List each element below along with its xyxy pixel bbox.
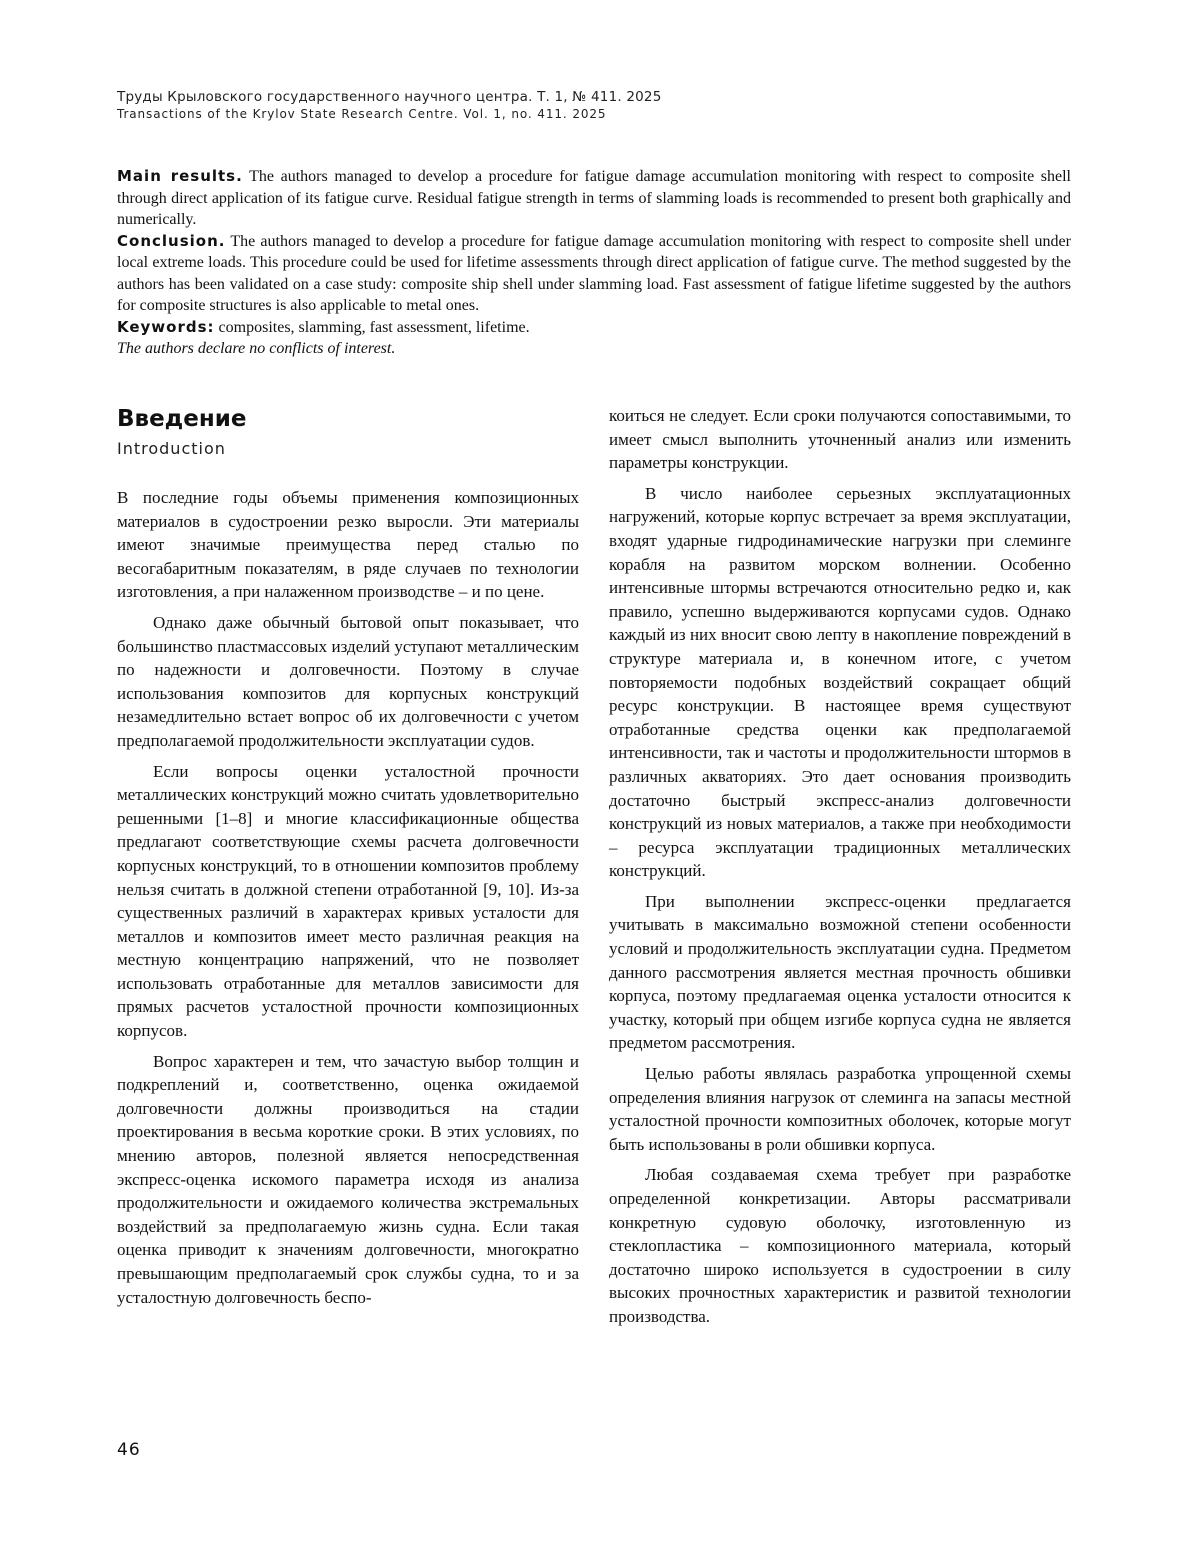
section-title: Введение [117, 406, 247, 432]
conflict-declaration: The authors declare no conflicts of interest. [117, 340, 396, 357]
body-paragraph: При выполнении экспресс-оценки предлагается учитывать в максимально возможной степени особенности условий и продолжительность эксплуатации судна. Предметом данного рассмотрения является местная прочность обшивки корпуса, поэтому предлагаемая оценка усталости относится к участку, который при общем изгибе корпуса судна не является предметом рассмотрения. [609, 891, 1071, 1053]
main-results-text: The authors managed to develop a procedure for fatigue damage accumulation monitoring with respect to composite shell through direct application of its fatigue curve. Residual fatigue strength in terms of slamming loads is recommended to present both graphically and numerically. [117, 168, 1071, 228]
body-paragraph: В последние годы объемы применения композиционных материалов в судостроении резко выросли. Эти материалы имеют значимые преимущества перед сталью по весогабаритным показателям, в ряде случаев по технологии изготовления, а при налаженном производстве – и по цене. [117, 488, 579, 602]
conclusion-text: The authors managed to develop a procedure for fatigue damage accumulation monitoring with respect to composite shell under local extreme loads. This procedure could be used for lifetime assessments through direct application of fatigue curve. The method suggested by the authors has been validated on a case study: composite ship shell under slamming load. Fast assessment of fatigue lifetime suggested by the authors for composite structures is also applicable to metal ones. [117, 232, 1071, 314]
body-paragraph: Вопрос характерен и тем, что зачастую выбор толщин и подкреплений и, соответственно, оценка ожидаемой долговечности должны производиться на стадии проектирования в весьма короткие сроки. В этих условиях, по мнению авторов, полезной является непосредственная экспресс-оценка искомого параметра исходя из анализа продолжительности и ожидаемого количества экстремальных воздействий за предполагаемую жизнь судна. Если такая оценка приводит к значениям долговечности, многократно превышающим предполагаемый срок службы судна, то и за усталостную долговечность беспо- [117, 1051, 579, 1307]
keywords-text: composites, slamming, fast assessment, lifetime. [218, 318, 530, 336]
right-column [609, 404, 1071, 1329]
body-paragraph: коиться не следует. Если сроки получаются сопоставимыми, то имеет смысл выполнить уточненный анализ или изменить параметры конструкции. [609, 406, 1071, 473]
journal-title-en: Transactions of the Krylov State Research Centre. Vol. 1, no. 411. 2025 [117, 107, 607, 121]
conclusion-label: Conclusion. [117, 231, 226, 250]
body-paragraph: Любая создаваемая схема требует при разработке определенной конкретизации. Авторы рассматривали конкретную судовую оболочку, изготовленную из стеклопластика – композиционного материала, который достаточно широко используется в судостроении в силу высоких прочностных характеристик и развитой технологии производства. [609, 1165, 1071, 1326]
section-subtitle: Introduction [117, 439, 226, 458]
abstract [117, 166, 1071, 360]
keywords-label: Keywords: [117, 317, 215, 336]
body-paragraph: Если вопросы оценки усталостной прочности металлических конструкций можно считать удовлетворительно решенными [1–8] и многие классификационные общества предлагают соответствующие схемы расчета долговечности корпусных конструкций, то в отношении композитов проблему нельзя считать в должной степени отработанной [9, 10]. Из-за существенных различий в характерах кривых усталости для металлов и композитов имеет место различная реакция на местную концентрацию напряжений, что не позволяет использовать отработанные для металлов зависимости для прямых расчетов усталостной прочности композиционных корпусов. [117, 761, 579, 1041]
body-paragraph: В число наиболее серьезных эксплуатационных нагружений, которые корпус встречает за время эксплуатации, входят ударные гидродинамические нагрузки при слеминге корабля на развитом морском волнении. Особенно интенсивные штормы встречаются относительно редко и, как правило, успешно выдерживаются корпусами судов. Однако каждый из них вносит свою лепту в накопление повреждений в структуре материала и, в конечном итоге, с учетом повторяемости подобных воздействий сокращает общий ресурс конструкции. В настоящее время существуют отработанные средства оценки как предполагаемой интенсивности, так и частоты и продолжительности штормов в различных акваториях. Это дает основания производить достаточно быстрый экспресс-анализ долговечности конструкций из новых материалов, а также при необходимости – ресурса эксплуатации традиционных металлических конструкций. [609, 483, 1071, 881]
journal-title-ru: Труды Крыловского государственного научного центра. Т. 1, № 411. 2025 [117, 89, 662, 105]
page-number: 46 [117, 1440, 141, 1460]
body-paragraph: Однако даже обычный бытовой опыт показывает, что большинство пластмассовых изделий уступают металлическим по надежности и долговечности. Поэтому в случае использования композитов для корпусных конструкций незамедлительно встает вопрос об их долговечности с учетом предполагаемой продолжительности эксплуатации судов. [117, 612, 579, 750]
main-results-label: Main results. [117, 167, 243, 185]
main-results-paragraph [117, 166, 1071, 231]
running-head [117, 88, 662, 122]
left-column [117, 404, 579, 1309]
keywords-paragraph [117, 317, 1071, 339]
body-paragraph: Целью работы являлась разработка упрощенной схемы определения влияния нагрузок от слеминга на запасы местной усталостной прочности композитных оболочек, которые могут быть использованы в роли обшивки корпуса. [609, 1064, 1071, 1154]
conclusion-paragraph [117, 231, 1071, 317]
